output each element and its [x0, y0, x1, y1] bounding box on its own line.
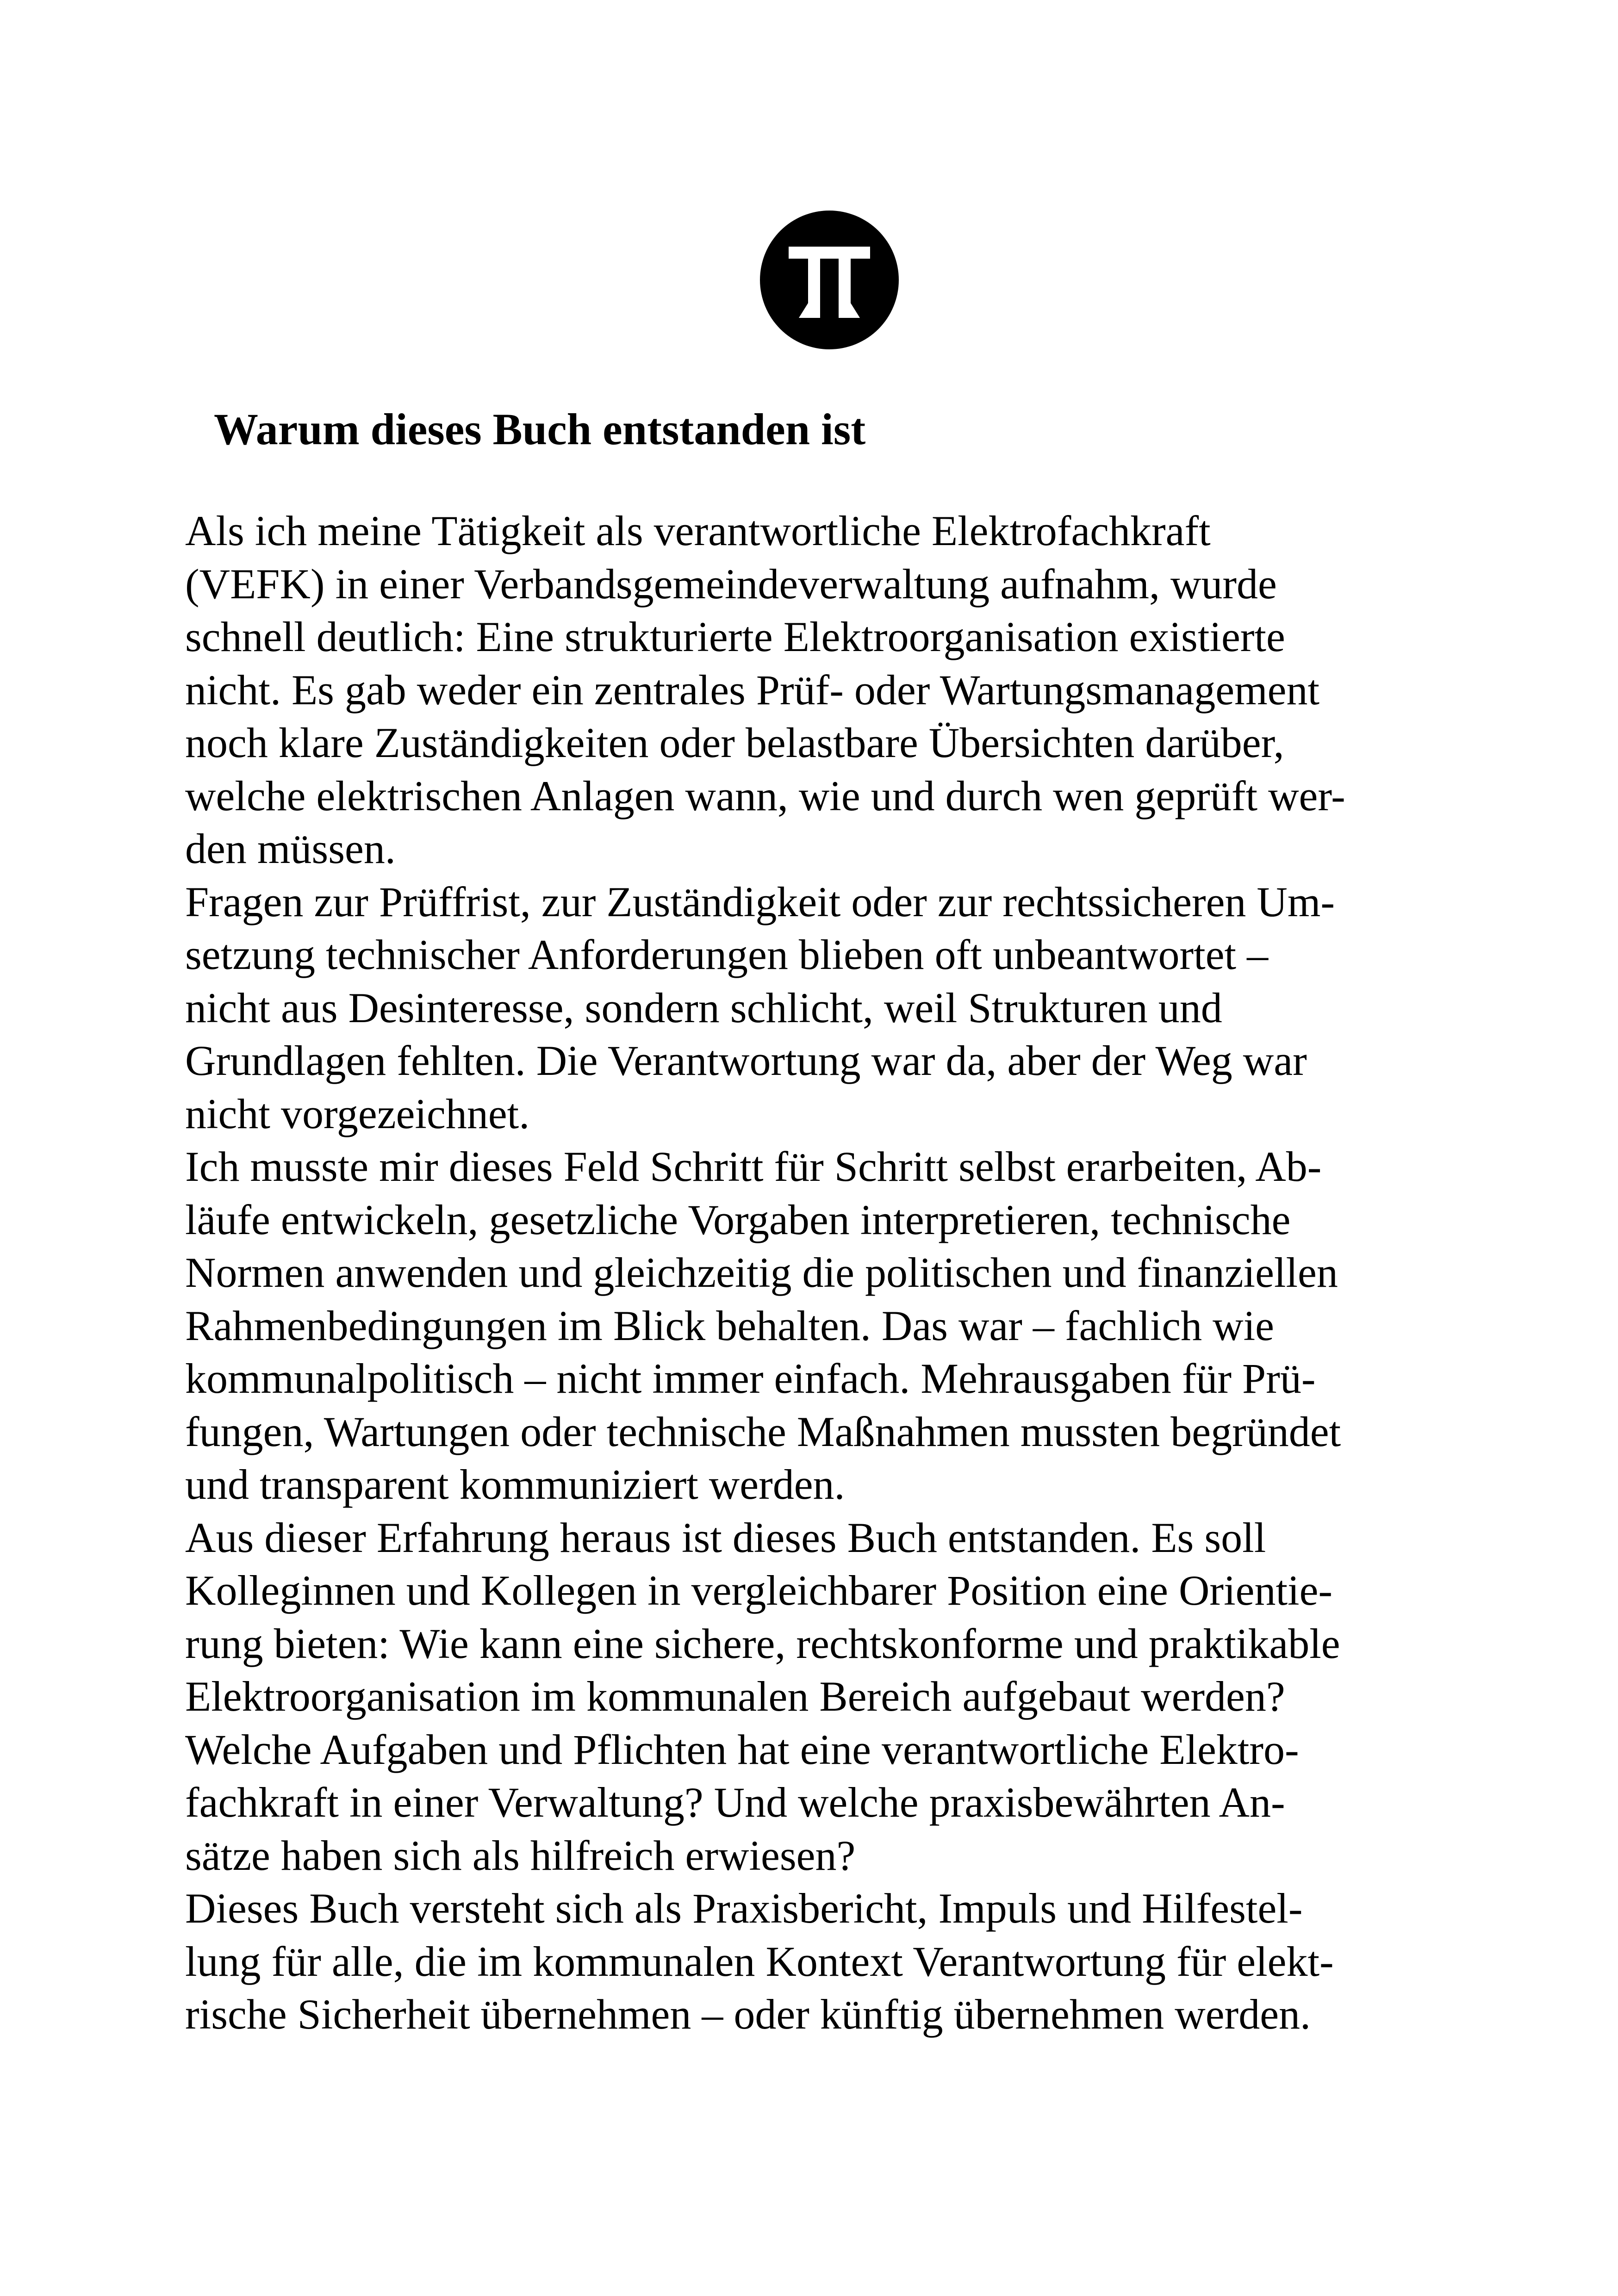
text-line: nicht aus Desinteresse, sondern schlicht, weil Strukturen und: [185, 984, 1222, 1031]
text-line: Elektroorganisation im kommunalen Bereich aufgebaut werden?: [185, 1673, 1285, 1720]
text-line: kommunalpolitisch – nicht immer einfach. Mehrausgaben für Prü-: [185, 1355, 1316, 1402]
text-line: Fragen zur Prüffrist, zur Zuständigkeit oder zur rechtssicheren Um-: [185, 878, 1335, 925]
text-line: fungen, Wartungen oder technische Maßnahmen mussten begründet: [185, 1408, 1341, 1455]
publisher-logo-icon: [760, 211, 899, 349]
text-line: setzung technischer Anforderungen blieben oft unbeantwortet –: [185, 931, 1269, 978]
text-line: läufe entwickeln, gesetzliche Vorgaben interpretieren, technische: [185, 1196, 1291, 1243]
text-line: nicht vorgezeichnet.: [185, 1090, 530, 1137]
text-line: noch klare Zuständigkeiten oder belastbare Übersichten darüber,: [185, 719, 1284, 766]
text-line: sätze haben sich als hilfreich erwiesen?: [185, 1831, 856, 1879]
text-line: rische Sicherheit übernehmen – oder künftig übernehmen werden.: [185, 1991, 1311, 2038]
text-line: welche elektrischen Anlagen wann, wie und durch wen geprüft wer-: [185, 772, 1345, 819]
text-line: Kolleginnen und Kollegen in vergleichbarer Position eine Orientie-: [185, 1567, 1333, 1614]
text-line: fachkraft in einer Verwaltung? Und welche praxisbewährten An-: [185, 1779, 1285, 1826]
text-line: schnell deutlich: Eine strukturierte Elektroorganisation existierte: [185, 613, 1285, 660]
text-line: Grundlagen fehlten. Die Verantwortung war da, aber der Weg war: [185, 1037, 1307, 1084]
text-line: Ich musste mir dieses Feld Schritt für Schritt selbst erarbeiten, Ab-: [185, 1143, 1322, 1190]
text-line: den müssen.: [185, 825, 396, 872]
text-line: rung bieten: Wie kann eine sichere, rechtskonforme und praktikable: [185, 1620, 1340, 1667]
text-line: Als ich meine Tätigkeit als verantwortliche Elektrofachkraft: [185, 507, 1211, 554]
text-line: Rahmenbedingungen im Blick behalten. Das war – fachlich wie: [185, 1302, 1274, 1349]
text-line: Dieses Buch versteht sich als Praxisbericht, Impuls und Hilfestel-: [185, 1885, 1303, 1932]
page-heading: Warum dieses Buch entstanden ist: [214, 404, 866, 454]
text-line: und transparent kommuniziert werden.: [185, 1461, 845, 1508]
text-line: Normen anwenden und gleichzeitig die politischen und finanziellen: [185, 1249, 1338, 1296]
text-line: Aus dieser Erfahrung heraus ist dieses Buch entstanden. Es soll: [185, 1514, 1266, 1561]
text-line: lung für alle, die im kommunalen Kontext Verantwortung für elekt-: [185, 1937, 1334, 1985]
text-line: (VEFK) in einer Verbandsgemeindeverwaltung aufnahm, wurde: [185, 560, 1277, 608]
text-line: Welche Aufgaben und Pflichten hat eine verantwortliche Elektro-: [185, 1725, 1299, 1773]
text-line: nicht. Es gab weder ein zentrales Prüf- oder Wartungsmanagement: [185, 666, 1320, 714]
body-text: [185, 504, 1462, 2041]
